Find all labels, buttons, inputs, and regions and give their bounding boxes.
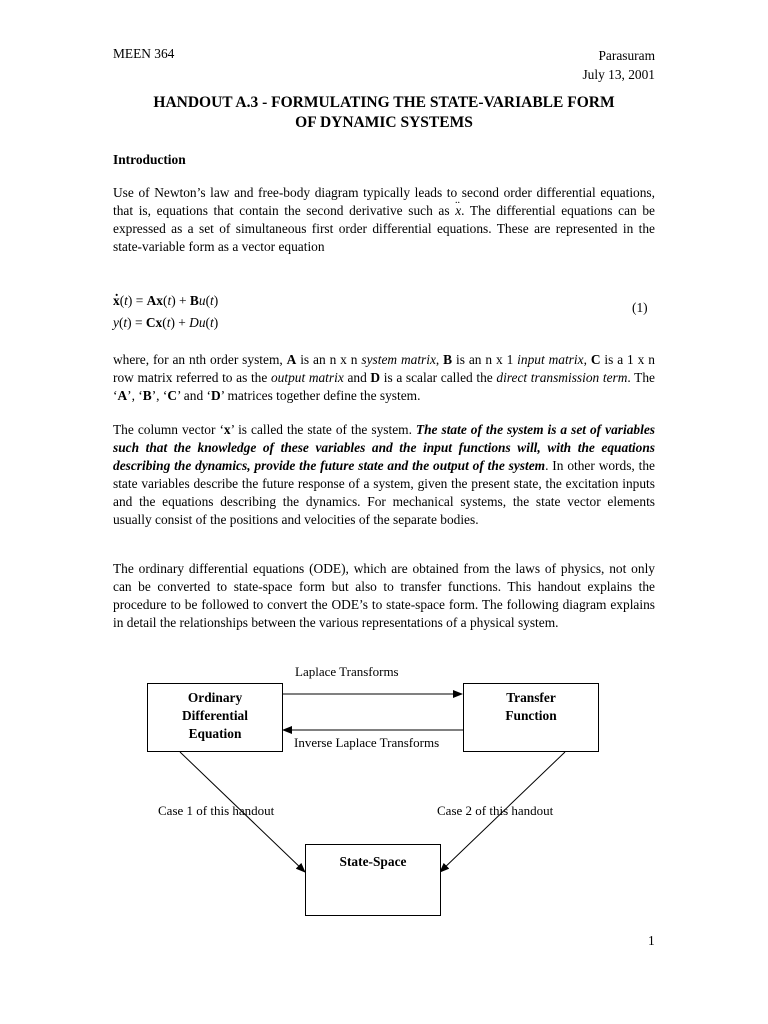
equation-number: (1) <box>632 300 648 315</box>
ode-paragraph: The ordinary differential equations (ODE), which are obtained from the laws of physics, not only can be converted to state-space form but also to transfer functions. This handout explains the procedure to be followed to convert the ODE’s to state-space form. The following diagram explains in detail the relationships between the various representations of a physical system. <box>113 561 655 630</box>
title-line-2: OF DYNAMIC SYSTEMS <box>295 114 473 131</box>
x-dot-symbol: . x <box>113 290 120 312</box>
transfer-function-box: Transfer Function <box>463 683 599 752</box>
state-definition-emphasis: The state of the system is a set of variables such that the knowledge of these variables and the input functions will, with the equations describing the dynamics, provide the future state and the output of the system <box>113 422 655 473</box>
state-equation-line-1: . x(t) = Ax(t) + Bu(t) <box>113 290 218 312</box>
ode-box: Ordinary Differential Equation <box>147 683 283 752</box>
course-code: MEEN 364 <box>113 46 175 61</box>
inverse-laplace-label: Inverse Laplace Transforms <box>294 735 440 750</box>
intro-text-b: . The differential equations can be expressed as a set of simultaneous first order differential equations. These are represented in the state-variable form as a vector equation <box>113 203 655 254</box>
second-derivative-symbol: .. x <box>455 202 461 220</box>
intro-text-a: Use of Newton’s law and free-body diagram typically leads to second order differential equations, that is, equations that contain the second derivative such as <box>113 185 655 218</box>
case2-label: Case 2 of this handout <box>437 803 554 818</box>
state-definition-paragraph: The column vector ‘x’ is called the state of the system. The state of the system is a set of variables such that the knowledge of these variables and the input functions will, with the equations describing the dynamics, provide the future state and the output of the system. In other words, the state variables describe the future response of a system, given the present state, the excitation inputs and the equations describing the dynamics. For mechanical systems, the state vector elements usually consist of the positions and velocities of the separate bodies. <box>113 422 655 527</box>
document-date: July 13, 2001 <box>582 67 655 82</box>
matrix-definition-paragraph: where, for an nth order system, A is an n x n system matrix, B is an n x 1 input matrix, C is a 1 x n row matrix referred to as the output matrix and D is a scalar called the direct transmission term. The ‘A’, ‘B’, ‘C’ and ‘D’ matrices together define the system. <box>113 352 655 403</box>
page-number: 1 <box>648 933 655 948</box>
state-space-box: State-Space <box>305 844 441 916</box>
section-heading: Introduction <box>113 152 186 167</box>
title-line-1: HANDOUT A.3 - FORMULATING THE STATE-VARIABLE FORM <box>153 94 615 111</box>
author-name: Parasuram <box>598 48 655 63</box>
laplace-label: Laplace Transforms <box>295 664 399 679</box>
case1-label: Case 1 of this handout <box>158 803 275 818</box>
state-equation-line-2: y(t) = Cx(t) + Du(t) <box>113 315 219 330</box>
